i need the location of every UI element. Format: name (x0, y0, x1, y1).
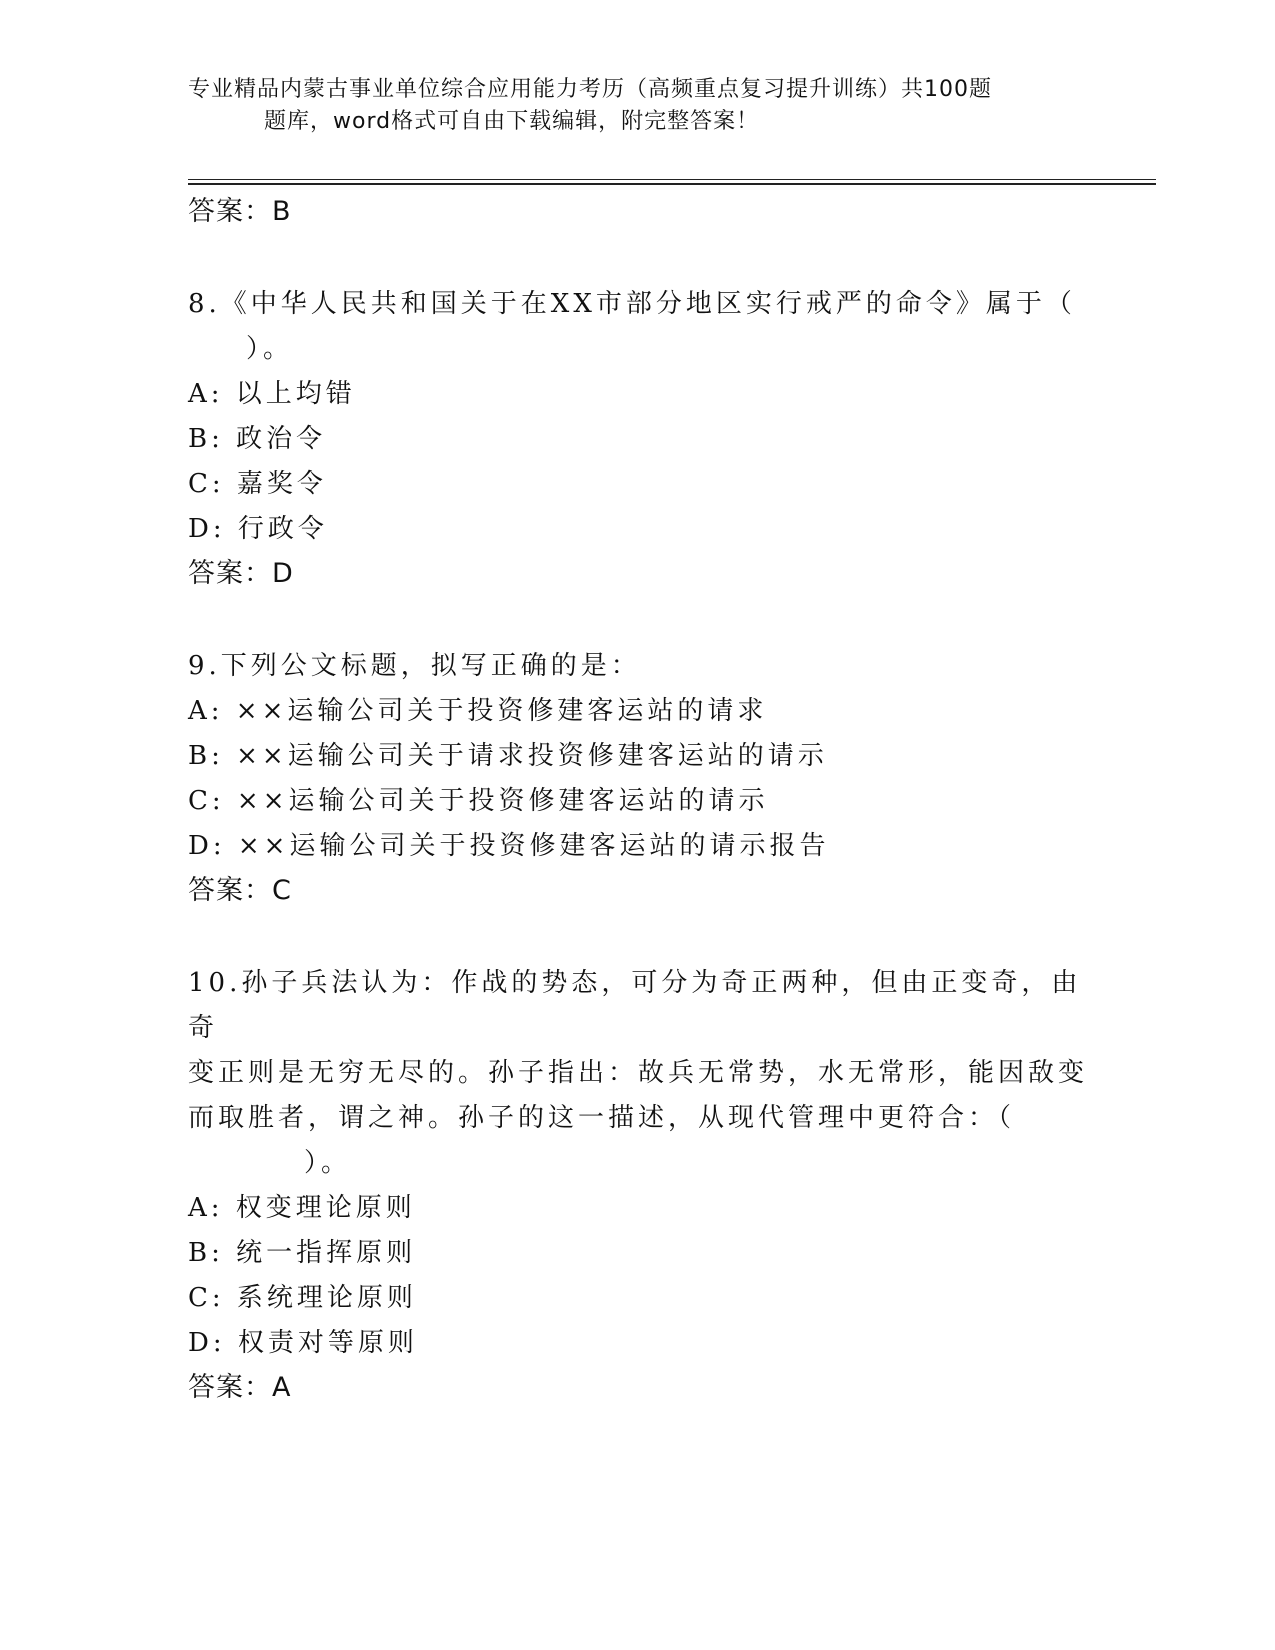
option-d: D: ××运输公司关于投资修建客运站的请示报告 (188, 831, 830, 861)
question-stem: 9.下列公文标题，拟写正确的是： (188, 651, 641, 681)
stem-line: ）。 (246, 334, 294, 364)
header-line-1: 专业精品内蒙古事业单位综合应用能力考历（高频重点复习提升训练）共100题 (188, 77, 992, 102)
question-9 (188, 644, 1088, 913)
question-stem (188, 961, 1088, 1186)
answer: 答案：C (188, 875, 292, 906)
question-8 (188, 282, 1088, 596)
stem-line: 10.孙子兵法认为：作战的势态，可分为奇正两种，但由正变奇，由奇 (188, 968, 1082, 1043)
option-a: A: ××运输公司关于投资修建客运站的请求 (188, 696, 768, 726)
header-rule-thick (188, 183, 1156, 185)
stem-line: 8.《中华人民共和国关于在XX市部分地区实行戒严的命令》属于（ (188, 289, 1076, 319)
answer: 答案：A (188, 1372, 292, 1403)
question-body (188, 190, 1088, 1410)
answer-prev: 答案：B (188, 196, 292, 227)
option-c: C: ××运输公司关于投资修建客运站的请示 (188, 786, 769, 816)
stem-line: ）。 (304, 1148, 352, 1178)
option-a: A: 权变理论原则 (188, 1193, 416, 1223)
option-c: C: 嘉奖令 (188, 469, 327, 499)
option-b: B: 统一指挥原则 (188, 1238, 417, 1268)
answer: 答案：D (188, 558, 294, 589)
stem-line: 变正则是无穷无尽的。孙子指出：故兵无常势，水无常形，能因敌变 (188, 1058, 1089, 1088)
header-rule-thin (188, 179, 1156, 180)
option-b: B: 政治令 (188, 424, 327, 454)
option-d: D: 权责对等原则 (188, 1328, 418, 1358)
header-line-2: 题库，word格式可自由下载编辑，附完整答案！ (264, 109, 760, 134)
question-stem (188, 282, 1088, 372)
option-a: A: 以上均错 (188, 379, 356, 409)
stem-line: 而取胜者，谓之神。孙子的这一描述，从现代管理中更符合：（ (188, 1103, 1016, 1133)
question-10 (188, 961, 1088, 1410)
option-b: B: ××运输公司关于请求投资修建客运站的请示 (188, 741, 828, 771)
option-c: C: 系统理论原则 (188, 1283, 417, 1313)
page-header (188, 74, 1088, 138)
option-d: D: 行政令 (188, 514, 328, 544)
